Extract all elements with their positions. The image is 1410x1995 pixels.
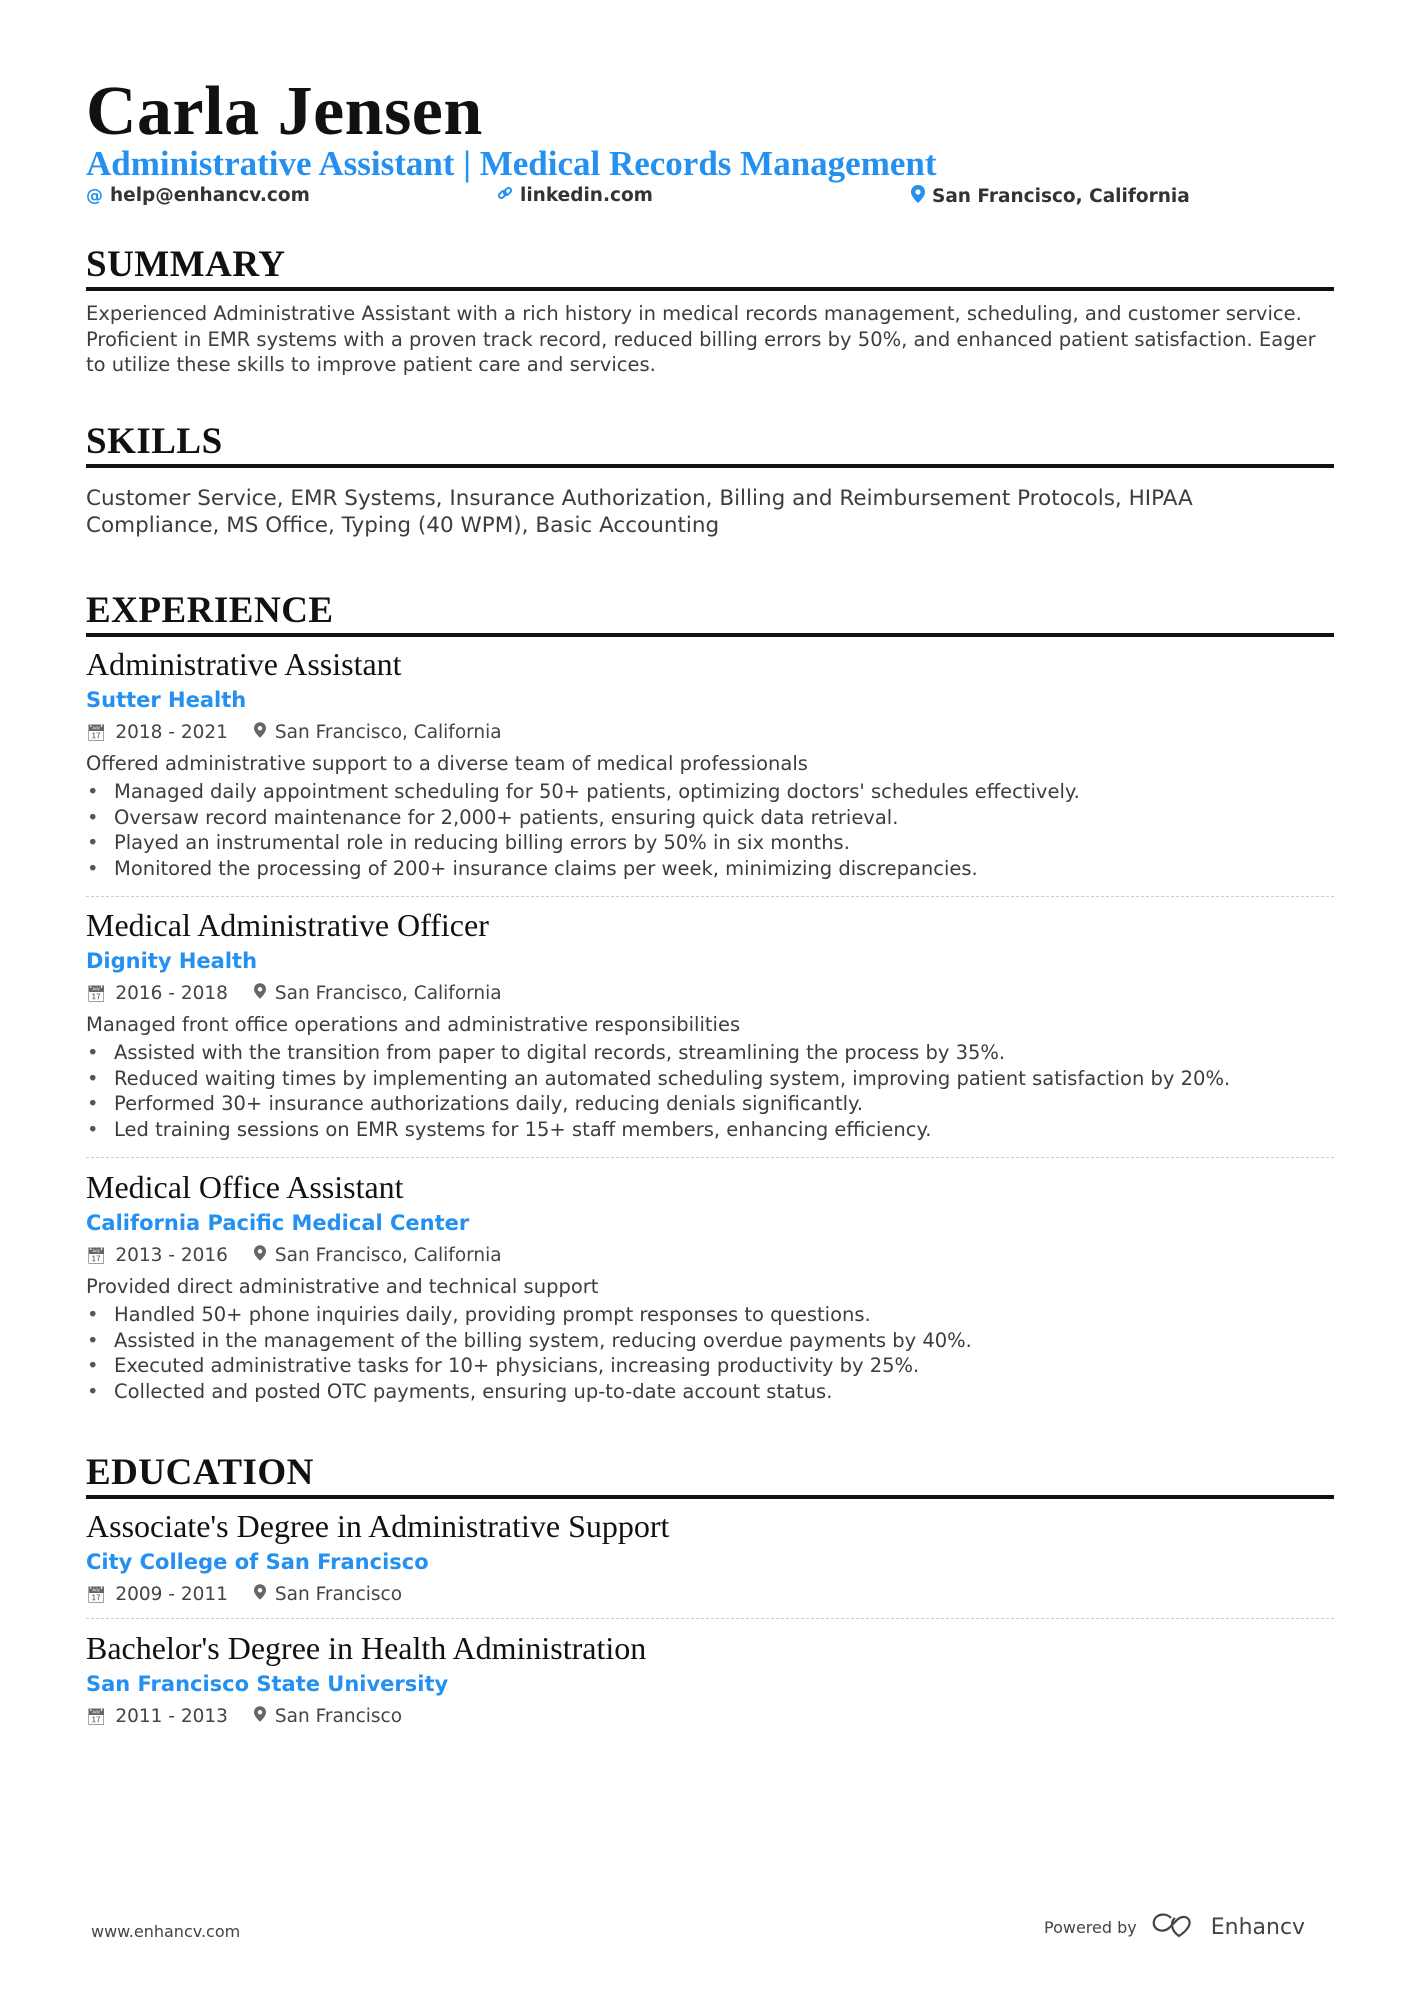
footer-website[interactable]: www.enhancv.com	[91, 1922, 241, 1941]
job-title: Medical Office Assistant	[86, 1169, 404, 1205]
email-text: help@enhancv.com	[110, 185, 310, 206]
achievement-item	[86, 1302, 1334, 1328]
experience-entry	[86, 645, 1334, 881]
job-location: San Francisco	[274, 1706, 403, 1727]
job-dates: 2009 - 2011	[115, 1584, 228, 1605]
link-text: linkedin.com	[520, 185, 653, 206]
achievement-text: Led training sessions on EMR systems for 15+ staff members, enhancing efficiency.	[114, 1117, 932, 1141]
entry-divider	[86, 896, 1334, 897]
job-title: Administrative Assistant	[86, 646, 402, 682]
job-dates: 2013 - 2016	[115, 1245, 228, 1266]
education-entry	[86, 1507, 1334, 1611]
achievement-text: Managed daily appointment scheduling for 50+ patients, optimizing doctors' schedules effectively.	[114, 780, 1080, 803]
achievement-text: Collected and posted OTC payments, ensuring up-to-date account status.	[114, 1379, 833, 1403]
bullet-icon: •	[87, 1303, 99, 1326]
location-pin-icon	[254, 1579, 266, 1611]
experience-entry	[86, 906, 1334, 1142]
job-title: Associate's Degree in Administrative Support	[86, 1508, 670, 1544]
contact-email[interactable]	[86, 185, 310, 206]
bullet-icon: •	[87, 831, 99, 855]
calendar-icon: 📅︎	[86, 723, 107, 742]
job-title: Medical Administrative Officer	[86, 907, 489, 943]
bullet-icon: •	[87, 1379, 99, 1403]
achievement-item	[86, 1353, 1334, 1379]
job-title: Bachelor's Degree in Health Administration	[86, 1630, 647, 1666]
achievement-text: Handled 50+ phone inquiries daily, providing prompt responses to questions.	[114, 1303, 871, 1326]
brand-name: Enhancv	[1210, 1914, 1306, 1940]
entry-divider	[86, 1618, 1334, 1619]
job-meta	[86, 1240, 1334, 1272]
achievement-item	[86, 1066, 1334, 1092]
bullet-icon: •	[87, 1041, 99, 1064]
job-dates: 2016 - 2018	[115, 983, 228, 1004]
achievement-text: Performed 30+ insurance authorizations daily, reducing denials significantly.	[114, 1092, 864, 1116]
company-name: San Francisco State University	[86, 1672, 449, 1696]
achievement-item	[86, 1117, 1334, 1143]
enhancv-logo-icon	[1151, 1912, 1197, 1942]
company-name: Dignity Health	[86, 949, 258, 973]
calendar-icon: 📅︎	[86, 1585, 107, 1604]
location-pin-icon	[911, 185, 925, 208]
achievement-text: Played an instrumental role in reducing billing errors by 50% in six months.	[114, 831, 850, 855]
job-meta	[86, 1701, 1334, 1733]
job-location: San Francisco, California	[274, 1245, 502, 1266]
bullet-icon: •	[87, 1328, 99, 1352]
achievement-item	[86, 830, 1334, 856]
skills-text: Customer Service, EMR Systems, Insurance Authorization, Billing and Reimbursement Protocols, HIPAA Compliance, MS Office, Typing (40 WPM), Basic Accounting	[86, 486, 1193, 538]
achievement-item	[86, 779, 1334, 805]
achievement-item	[86, 1328, 1334, 1354]
bullet-icon: •	[87, 805, 99, 829]
achievement-list	[86, 1302, 1334, 1404]
entry-divider	[86, 1157, 1334, 1158]
contact-location	[911, 185, 1190, 208]
achievement-text: Assisted in the management of the billing system, reducing overdue payments by 40%.	[114, 1328, 972, 1352]
company-name: Sutter Health	[86, 688, 247, 712]
bullet-icon: •	[87, 1092, 99, 1116]
link-icon	[497, 185, 513, 206]
job-description: Provided direct administrative and technical support	[86, 1275, 599, 1298]
bullet-icon: •	[87, 780, 99, 803]
contact-bar	[86, 185, 1334, 211]
achievement-item	[86, 856, 1334, 882]
education-entry	[86, 1629, 1334, 1733]
job-description: Managed front office operations and administrative responsibilities	[86, 1013, 741, 1036]
location-pin-icon	[254, 1701, 266, 1733]
experience-entry	[86, 1168, 1334, 1404]
candidate-title: Administrative Assistant | Medical Records Management	[86, 144, 937, 183]
job-description: Offered administrative support to a diverse team of medical professionals	[86, 752, 808, 775]
job-meta	[86, 717, 1334, 749]
bullet-icon: •	[87, 1066, 99, 1090]
achievement-text: Assisted with the transition from paper to digital records, streamlining the process by 35%.	[114, 1041, 1006, 1064]
job-location: San Francisco, California	[274, 722, 502, 743]
achievement-text: Monitored the processing of 200+ insurance claims per week, minimizing discrepancies.	[114, 856, 978, 880]
calendar-icon: 📅︎	[86, 1707, 107, 1726]
location-pin-icon	[254, 717, 266, 749]
powered-by-label: Powered by	[1044, 1917, 1137, 1937]
summary-heading: SUMMARY	[86, 245, 1334, 291]
calendar-icon: 📅︎	[86, 984, 107, 1003]
achievement-text: Reduced waiting times by implementing an automated scheduling system, improving patient satisfaction by 20%.	[114, 1066, 1231, 1090]
at-icon: @	[86, 185, 103, 206]
calendar-icon: 📅︎	[86, 1246, 107, 1265]
bullet-icon: •	[87, 1354, 99, 1378]
skills-heading: SKILLS	[86, 422, 1334, 468]
location-text: San Francisco, California	[932, 186, 1190, 207]
summary-text: Experienced Administrative Assistant with a rich history in medical records management, scheduling, and customer service. Proficient in EMR systems with a proven track record, reduced billing errors by 50%, and enhanced patient satisfaction. Eager to utilize these skills to improve patient care and services.	[86, 302, 1316, 377]
achievement-text: Executed administrative tasks for 10+ physicians, increasing productivity by 25%.	[114, 1354, 920, 1378]
job-location: San Francisco	[274, 1584, 403, 1605]
company-name: California Pacific Medical Center	[86, 1211, 470, 1235]
bullet-icon: •	[87, 856, 99, 880]
job-meta	[86, 1579, 1334, 1611]
achievement-item	[86, 805, 1334, 831]
candidate-name: Carla Jensen	[86, 73, 483, 150]
company-name: City College of San Francisco	[86, 1550, 429, 1574]
achievement-item	[86, 1040, 1334, 1066]
job-dates: 2018 - 2021	[115, 722, 228, 743]
location-pin-icon	[254, 1240, 266, 1272]
achievement-text: Oversaw record maintenance for 2,000+ patients, ensuring quick data retrieval.	[114, 805, 899, 829]
job-meta	[86, 978, 1334, 1010]
contact-link[interactable]	[497, 185, 653, 206]
achievement-item	[86, 1091, 1334, 1117]
job-location: San Francisco, California	[274, 983, 502, 1004]
footer-branding	[1044, 1912, 1305, 1942]
achievement-list	[86, 779, 1334, 881]
bullet-icon: •	[87, 1117, 99, 1141]
achievement-item	[86, 1379, 1334, 1405]
location-pin-icon	[254, 978, 266, 1010]
experience-heading: EXPERIENCE	[86, 591, 1334, 637]
job-dates: 2011 - 2013	[115, 1706, 228, 1727]
education-heading: EDUCATION	[86, 1453, 1334, 1499]
achievement-list	[86, 1040, 1334, 1142]
